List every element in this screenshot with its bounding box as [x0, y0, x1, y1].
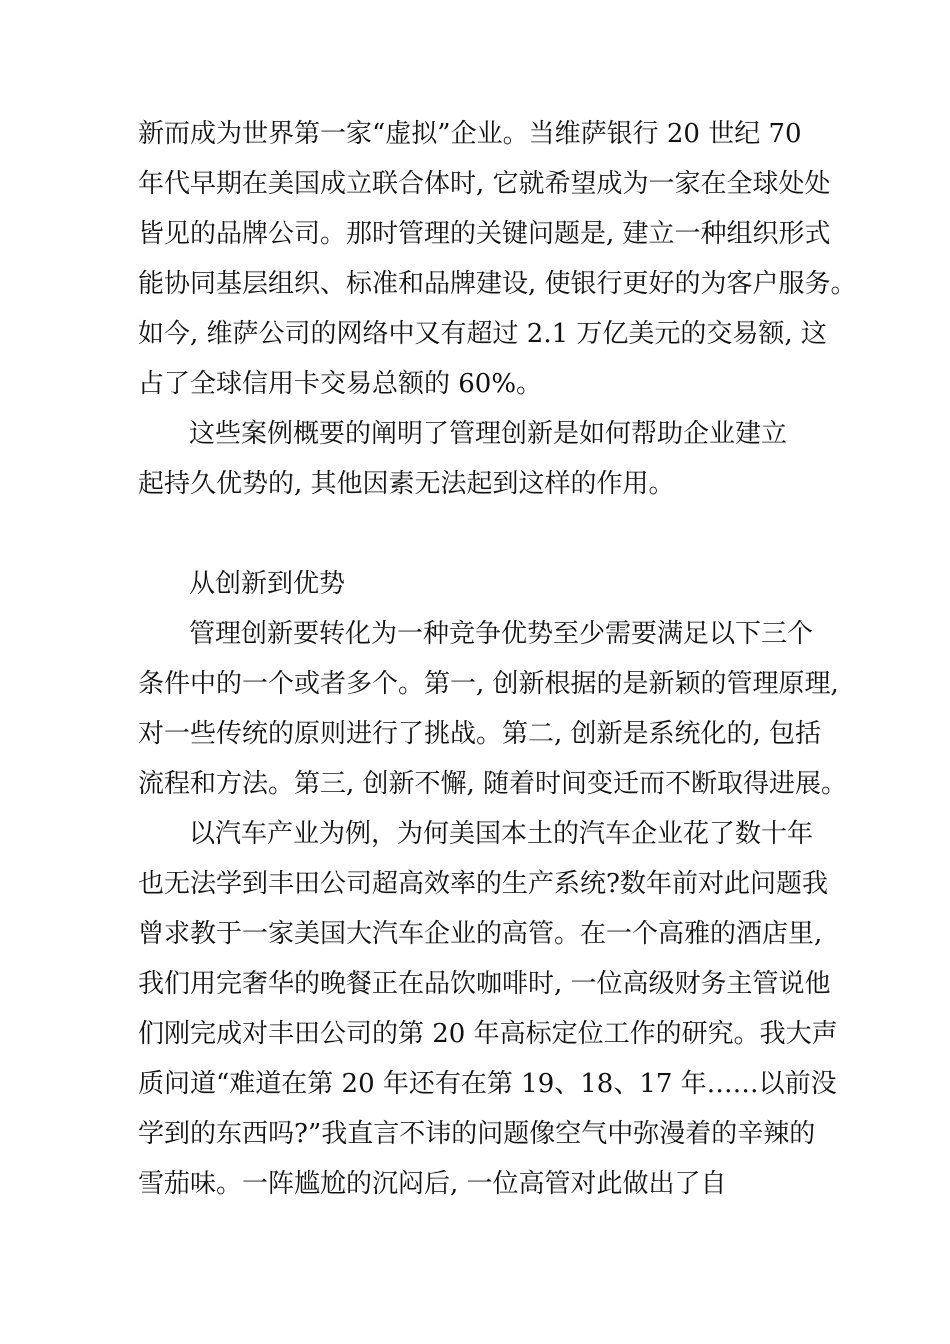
text-line: 新而成为世界第一家“虚拟”企业。当维萨银行 20 世纪 70: [138, 119, 802, 149]
text-line: 能协同基层组织、标准和品牌建设, 使银行更好的为客户服务。: [138, 269, 857, 299]
text-line: 年代早期在美国成立联合体时, 它就希望成为一家在全球处处: [138, 169, 831, 199]
text-line: 流程和方法。第三, 创新不懈, 随着时间变迁而不断取得进展。: [138, 769, 848, 799]
text-line: 管理创新要转化为一种竞争优势至少需要满足以下三个: [189, 619, 814, 649]
text-line: 们刚完成对丰田公司的第 20 年高标定位工作的研究。我大声: [138, 1019, 838, 1049]
text-line: 曾求教于一家美国大汽车企业的高管。在一个高雅的酒店里,: [138, 919, 823, 949]
section-heading: 从创新到优势: [189, 569, 346, 599]
text-line: 如今, 维萨公司的网络中又有超过 2.1 万亿美元的交易额, 这: [138, 319, 827, 349]
text-line: 质问道“难道在第 20 年还有在第 19、18、17 年……以前没: [138, 1069, 837, 1099]
text-line: 条件中的一个或者多个。第一, 创新根据的是新颖的管理原理,: [138, 669, 839, 699]
text-line: 皆见的品牌公司。那时管理的关键问题是, 建立一种组织形式: [138, 219, 831, 249]
text-line: 占了全球信用卡交易总额的 60%。: [138, 369, 543, 399]
text-line: 起持久优势的, 其他因素无法起到这样的作用。: [138, 469, 675, 499]
text-line: 也无法学到丰田公司超高效率的生产系统?数年前对此问题我: [138, 869, 828, 899]
text-line: 对一些传统的原则进行了挑战。第二, 创新是系统化的, 包括: [138, 719, 822, 749]
text-line: 这些案例概要的阐明了管理创新是如何帮助企业建立: [189, 419, 788, 449]
text-line: 以汽车产业为例，为何美国本土的汽车企业花了数十年: [189, 819, 814, 849]
text-line: 我们用完奢华的晚餐正在品饮咖啡时, 一位高级财务主管说他: [138, 969, 831, 999]
text-line: 雪茄味。一阵尴尬的沉闷后, 一位高管对此做出了自: [138, 1169, 727, 1199]
text-line: 学到的东西吗?”我直言不讳的问题像空气中弥漫着的辛辣的: [138, 1119, 816, 1149]
